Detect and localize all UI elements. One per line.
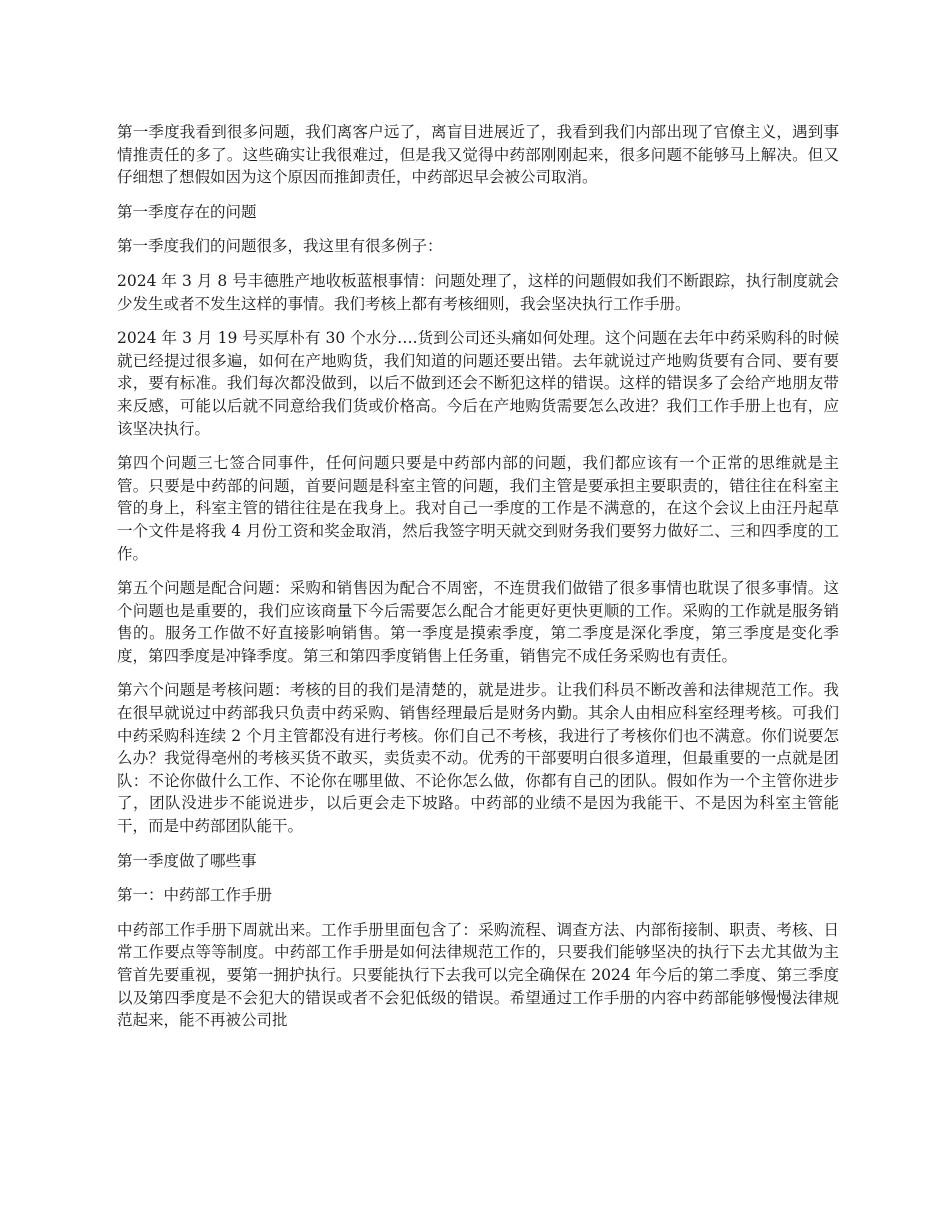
- paragraph-problem-six: 第六个问题是考核问题：考核的目的我们是清楚的，就是进步。让我们科员不断改善和法律规范工作。我在很早就说过中药部我只负责中药采购、销售经理最后是财务内勤。其余人由相应科室经理考核。可我们中药采购科连续 2 个月主管都没有进行考核。你们自己不考核，我进行了考核你们也不满意。你们说要怎么办？我觉得亳州的考核买货不敢买，卖货卖不动。优秀的干部要明白很多道理，但最重要的一点就是团队：不论你做什么工作、不论你在哪里做、不论你怎么做，你都有自己的团队。假如作为一个主管你进步了，团队没进步不能说进步，以后更会走下坡路。中药部的业绩不是因为我能干、不是因为科室主管能干，而是中药部团队能干。: [117, 681, 839, 836]
- paragraph-problem-five: 第五个问题是配合问题：采购和销售因为配合不周密，不连贯我们做错了很多事情也耽误了很多事情。这个问题也是重要的，我们应该商量下今后需要怎么配合才能更好更快更顺的工作。采购的工作就是服务销售的。服务工作做不好直接影响销售。第一季度是摸索季度，第二季度是深化季度，第三季度是变化季度，第四季度是冲锋季度。第三和第四季度销售上任务重，销售完不成任务采购也有责任。: [117, 579, 839, 665]
- paragraph-problem-houpo: 2024 年 3 月 19 号买厚朴有 30 个水分….货到公司还头痛如何处理。这个问题在去年中药采购科的时候就已经提过很多遍，如何在产地购货，我们知道的问题还要出错。去年就说过产地购货要有合同、要有要求，要有标准。我们每次都没做到，以后不做到还会不断犯这样的错误。这样的错误多了会给产地朋友带来反感，可能以后就不同意给我们货或价格高。今后在产地购货需要怎么改进？我们工作手册上也有，应该坚决执行。: [117, 329, 839, 438]
- paragraph-problems-intro: 第一季度我们的问题很多，我这里有很多例子：: [117, 237, 443, 256]
- paragraph-problem-four: 第四个问题三七签合同事件，任何问题只要是中药部内部的问题，我们都应该有一个正常的思维就是主管。只要是中药部的问题，首要问题是科室主管的问题，我们主管是要承担主要职责的，错往往在科室主管的身上，科室主管的错往往是在我身上。我对自己一季度的工作是不满意的，在这个会议上由汪丹起草一个文件是将我 4 月份工资和奖金取消，然后我签字明天就交到财务我们要努力做好二、三和四季度的工作。: [117, 454, 839, 563]
- paragraph-opening: 第一季度我看到很多问题，我们离客户远了，离盲目进展近了，我看到我们内部出现了官僚主义，遇到事情推责任的多了。这些确实让我很难过，但是我又觉得中药部刚刚起来，很多问题不能够马上解决。但又仔细想了想假如因为这个原因而推卸责任，中药部迟早会被公司取消。: [117, 123, 839, 187]
- paragraph-problem-banlangen: 2024 年 3 月 8 号丰德胜产地收板蓝根事情：问题处理了，这样的问题假如我们不断跟踪，执行制度就会少发生或者不发生这样的事情。我们考核上都有考核细则，我会坚决执行工作手册。: [117, 271, 839, 313]
- document-body: [117, 121, 839, 1044]
- section-heading-problems: 第一季度存在的问题: [117, 202, 257, 221]
- section-heading-done: 第一季度做了哪些事: [117, 851, 257, 870]
- subheading-handbook: 第一：中药部工作手册: [117, 886, 273, 905]
- paragraph-handbook: 中药部工作手册下周就出来。工作手册里面包含了：采购流程、调查方法、内部衔接制、职责、考核、日常工作要点等等制度。中药部工作手册是如何法律规范工作的，只要我们能够坚决的执行下去尤其做为主管首先要重视，要第一拥护执行。只要能执行下去我可以完全确保在 2024 年今后的第二季度、第三季度以及第四季度是不会犯大的错误或者不会犯低级的错误。希望通过工作手册的内容中药部能够慢慢法律规范起来，能不再被公司批: [117, 920, 839, 1030]
